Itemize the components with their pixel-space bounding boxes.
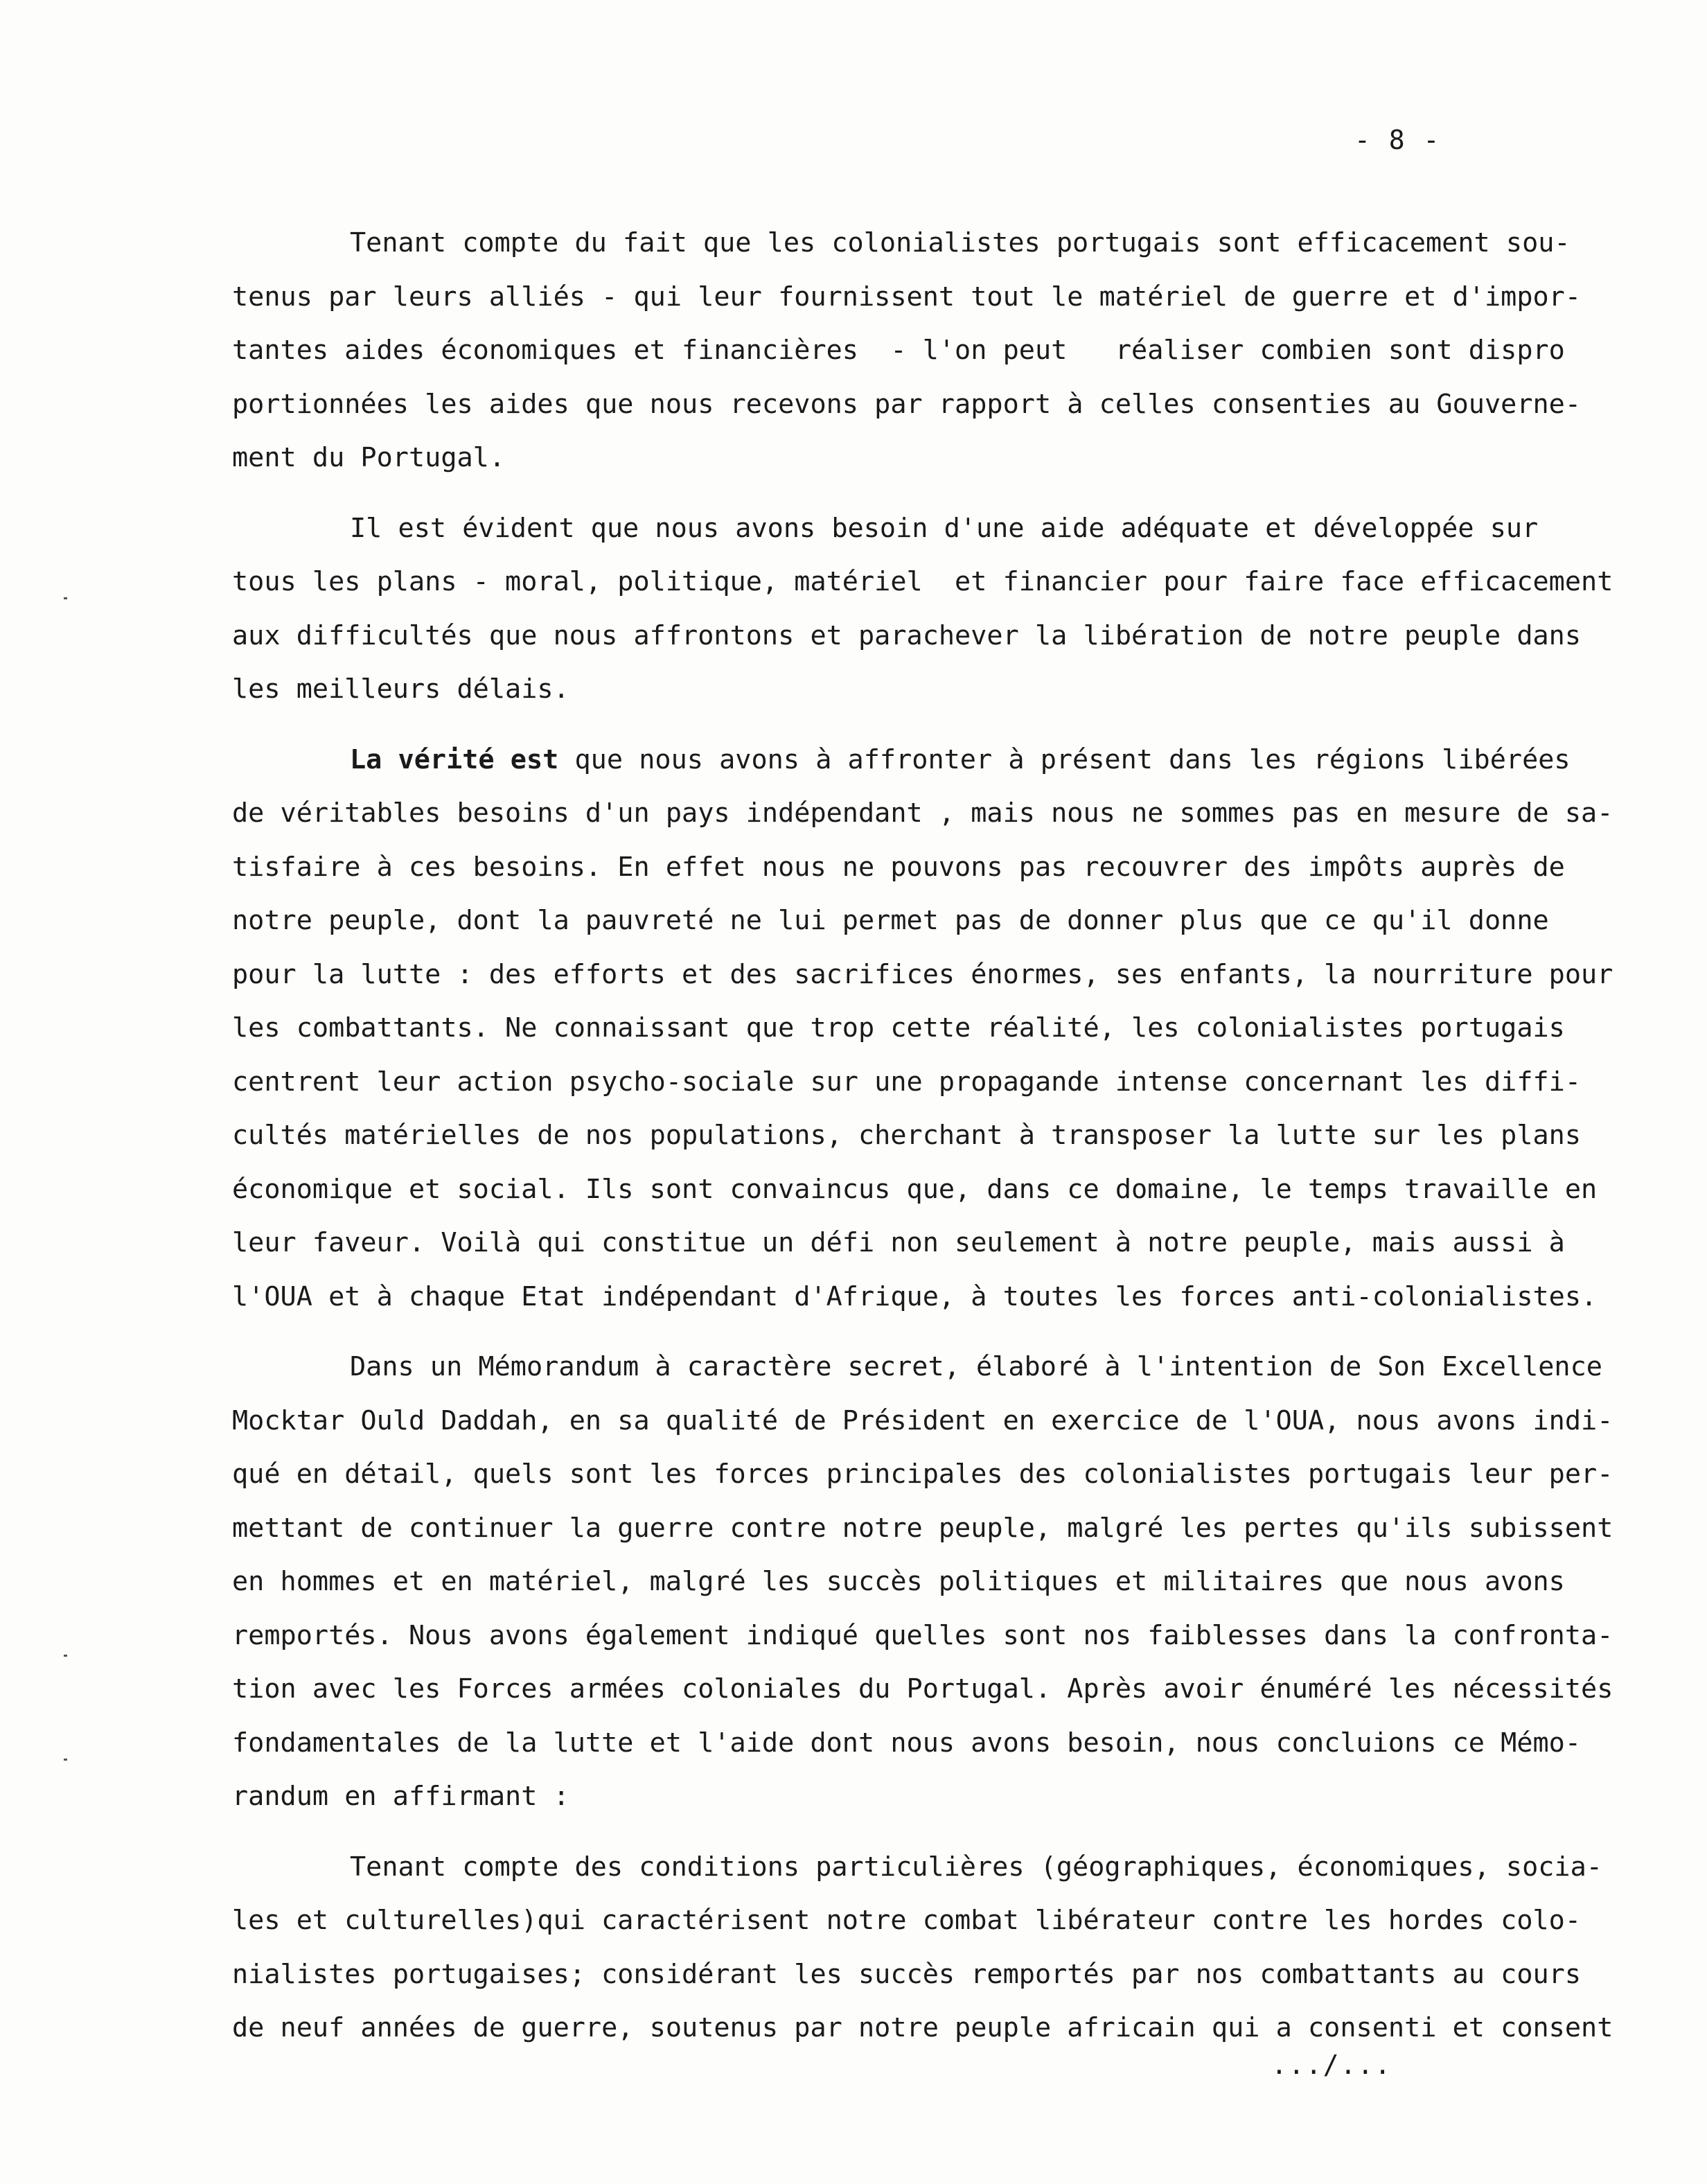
text-line: tenus par leurs alliés - qui leur fournissent tout le matériel de guerre et d'impor-	[232, 281, 1582, 312]
text-line: nialistes portugaises; considérant les succès remportés par nos combattants au cours	[232, 1958, 1582, 1990]
text-line: portionnées les aides que nous recevons par rapport à celles consenties au Gouverne-	[232, 388, 1582, 420]
margin-mark	[64, 1759, 67, 1761]
text-line: Il est évident que nous avons besoin d'une aide adéquate et développée sur	[350, 512, 1539, 544]
text-line: Tenant compte du fait que les colonialistes portugais sont efficacement sou-	[350, 227, 1571, 258]
text-line: centrent leur action psycho-sociale sur une propagande intense concernant les diffi-	[232, 1066, 1582, 1098]
text-line: randum en affirmant :	[232, 1781, 569, 1812]
paragraph-1	[232, 216, 1652, 485]
text-line: tisfaire à ces besoins. En effet nous ne pouvons pas recouvrer des impôts auprès de	[232, 851, 1565, 883]
text-line	[232, 733, 1652, 787]
text-line: Dans un Mémorandum à caractère secret, élaboré à l'intention de Son Excellence	[350, 1351, 1602, 1382]
text-line: aux difficultés que nous affrontons et parachever la libération de notre peuple dans	[232, 619, 1582, 651]
text-line: Tenant compte des conditions particulières (géographiques, économiques, socia-	[350, 1851, 1602, 1883]
emphasized-lead: La vérité est	[350, 743, 559, 775]
text-line: fondamentales de la lutte et l'aide dont nous avons besoin, nous concluions ce Mémo-	[232, 1727, 1582, 1759]
text-line: de neuf années de guerre, soutenus par notre peuple africain qui a consenti et consent	[232, 2012, 1613, 2043]
text-line: qué en détail, quels sont les forces principales des colonialistes portugais leur per-	[232, 1459, 1613, 1490]
text-line: pour la lutte : des efforts et des sacrifices énormes, ses enfants, la nourriture pour	[232, 958, 1613, 990]
paragraph-2	[232, 502, 1652, 716]
text-line: leur faveur. Voilà qui constitue un défi non seulement à notre peuple, mais aussi à	[232, 1227, 1565, 1258]
paragraph-5	[232, 1840, 1652, 2055]
text-line: tantes aides économiques et financières - l'on peut réaliser combien sont dispro	[232, 335, 1565, 366]
text-line: mettant de continuer la guerre contre notre peuple, malgré les pertes qu'ils subissent	[232, 1512, 1613, 1544]
text-line: les combattants. Ne connaissant que trop cette réalité, les colonialistes portugais	[232, 1012, 1565, 1043]
body-text	[232, 216, 1652, 2072]
paragraph-4	[232, 1340, 1652, 1824]
text-line: remportés. Nous avons également indiqué quelles sont nos faiblesses dans la confronta-	[232, 1619, 1613, 1651]
text-line: l'OUA et à chaque Etat indépendant d'Afrique, à toutes les forces anti-colonialistes.	[232, 1280, 1598, 1312]
text-line: Mocktar Ould Daddah, en sa qualité de Président en exercice de l'OUA, nous avons indi-	[232, 1404, 1613, 1436]
text-line: tion avec les Forces armées coloniales du Portugal. Après avoir énuméré les nécessités	[232, 1673, 1613, 1705]
text-line: de véritables besoins d'un pays indépendant , mais nous ne sommes pas en mesure de sa-	[232, 798, 1613, 829]
text-line: économique et social. Ils sont convaincus que, dans ce domaine, le temps travaille en	[232, 1173, 1598, 1205]
margin-mark	[64, 1655, 67, 1657]
text-line: ment du Portugal.	[232, 442, 506, 473]
text-line: cultés matérielles de nos populations, cherchant à transposer la lutte sur les plans	[232, 1120, 1582, 1151]
continuation-marker: .../...	[1271, 2050, 1392, 2080]
text-line: les meilleurs délais.	[232, 673, 569, 705]
text-line: en hommes et en matériel, malgré les succès politiques et militaires que nous avons	[232, 1566, 1565, 1597]
text-line: les et culturelles)qui caractérisent notre combat libérateur contre les hordes colo-	[232, 1905, 1582, 1936]
page-number: - 8 -	[1354, 125, 1441, 155]
margin-mark	[64, 597, 67, 599]
text-line: notre peuple, dont la pauvreté ne lui permet pas de donner plus que ce qu'il donne	[232, 905, 1549, 936]
text-fragment: que nous avons à affronter à présent dans les régions libérées	[558, 743, 1571, 775]
text-line: tous les plans - moral, politique, matériel et financier pour faire face efficacement	[232, 566, 1613, 597]
paragraph-3	[232, 733, 1652, 1324]
